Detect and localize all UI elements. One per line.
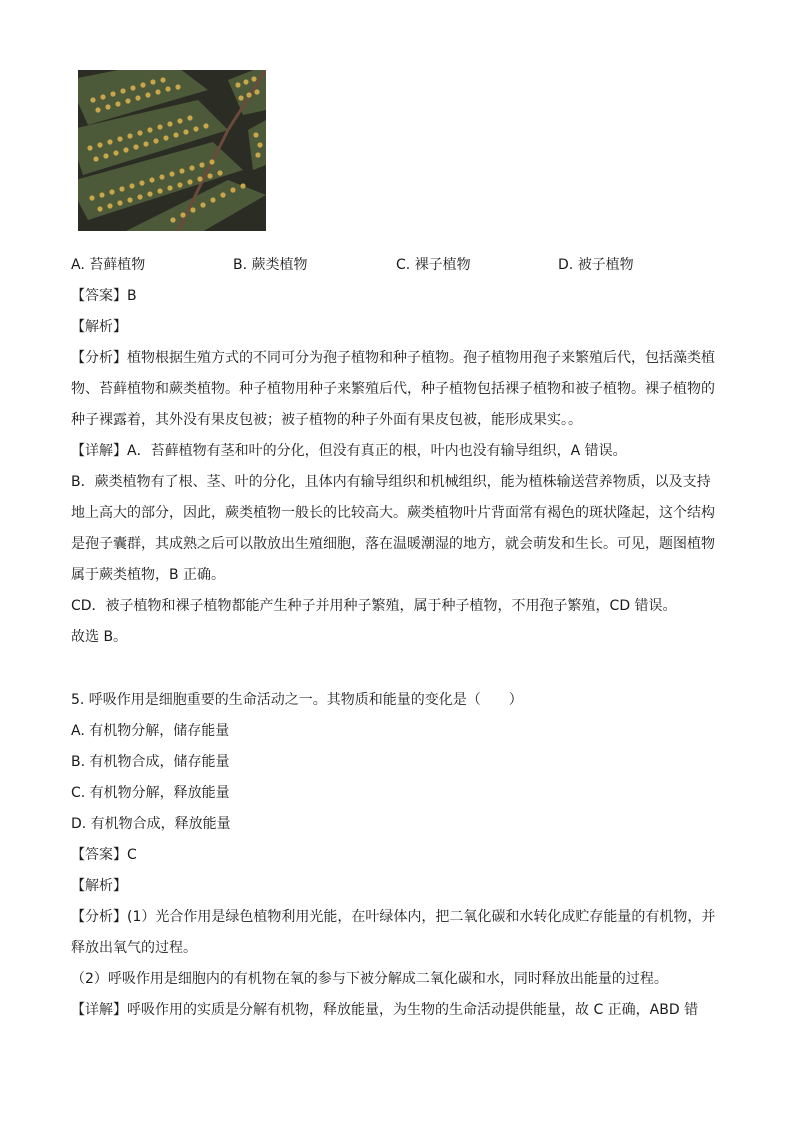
q4-option-b-letter: B.: [233, 257, 248, 273]
q4-option-d: [558, 255, 634, 275]
q4-option-c: [396, 255, 471, 275]
q4-analysis-line: CD．被子植物和裸子植物都能产生种子并用种子繁殖，属于种子植物，不用孢子繁殖，CD 错误。: [71, 598, 677, 614]
q4-analysis-line: 地上高大的部分，因此，蕨类植物一般长的比较高大。蕨类植物叶片背面常有褐色的斑状隆起，这个结构: [71, 505, 715, 521]
q5-stem: 5. 呼吸作用是细胞重要的生命活动之一。其物质和能量的变化是（ ）: [71, 692, 523, 708]
q4-analysis-line: 故选 B。: [71, 629, 128, 645]
q4-option-b: [233, 255, 308, 275]
q4-analysis-line: 是孢子囊群，其成熟之后可以散放出生殖细胞，落在温暖潮湿的地方，就会萌发和生长。可见，题图植物: [71, 536, 715, 552]
q4-analysis-line: 物、苔藓植物和蕨类植物。种子植物用种子来繁殖后代，种子植物包括裸子植物和被子植物。裸子植物的: [71, 381, 715, 397]
q4-option-c-letter: C.: [396, 257, 411, 273]
q4-option-d-text: 被子植物: [577, 257, 634, 273]
fern-frond-photo: [78, 70, 266, 231]
q5-option-a: A. 有机物分解，储存能量: [71, 723, 230, 739]
q4-analysis-line: 【分析】植物根据生殖方式的不同可分为孢子植物和种子植物。孢子植物用孢子来繁殖后代，包括藻类植: [71, 350, 715, 366]
q5-analysis-line: （2）呼吸作用是细胞内的有机物在氧的参与下被分解成二氧化碳和水，同时释放出能量的过程。: [71, 971, 668, 987]
q5-option-d: D. 有机物合成，释放能量: [71, 816, 231, 832]
q4-analysis-line: 【详解】A．苔藓植物有茎和叶的分化，但没有真正的根，叶内也没有输导组织，A 错误。: [71, 443, 627, 459]
q4-option-b-text: 蕨类植物: [251, 257, 308, 273]
q5-analysis-line: 【详解】呼吸作用的实质是分解有机物，释放能量，为生物的生命活动提供能量，故 C 正确，ABD 错: [71, 1002, 699, 1018]
q4-analysis-line: 属于蕨类植物，B 正确。: [71, 567, 226, 583]
q5-analysis-line: 释放出氧气的过程。: [71, 940, 197, 956]
q4-answer: 【答案】B: [71, 288, 137, 304]
q4-option-c-text: 裸子植物: [414, 257, 471, 273]
q5-analysis-heading: 【解析】: [71, 878, 127, 894]
q4-option-a-text: 苔藓植物: [89, 257, 146, 273]
q4-option-a: [71, 255, 145, 275]
q4-analysis-line: B．蕨类植物有了根、茎、叶的分化，且体内有输导组织和机械组织，能为植株输送营养物质，以及支持: [71, 474, 711, 490]
q5-option-c: C. 有机物分解，释放能量: [71, 785, 230, 801]
q5-analysis-line: 【分析】(1）光合作用是绿色植物利用光能，在叶绿体内，把二氧化碳和水转化成贮存能量的有机物，并: [71, 909, 716, 925]
q4-analysis-line: 种子裸露着，其外没有果皮包被；被子植物的种子外面有果皮包被，能形成果实。。: [71, 412, 582, 428]
q4-option-d-letter: D.: [558, 257, 574, 273]
q4-analysis-heading: 【解析】: [71, 319, 127, 335]
q5-answer: 【答案】C: [71, 847, 137, 863]
q4-option-a-letter: A.: [71, 257, 85, 273]
q5-option-b: B. 有机物合成，储存能量: [71, 754, 230, 770]
